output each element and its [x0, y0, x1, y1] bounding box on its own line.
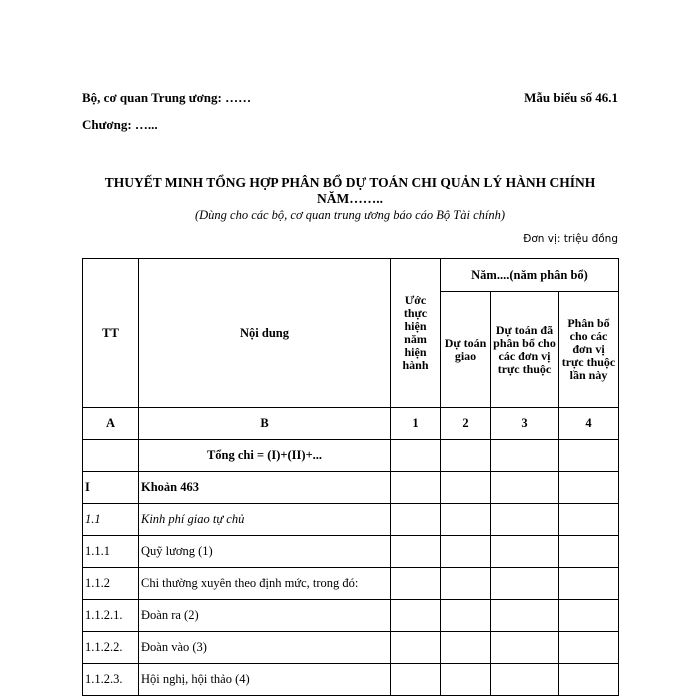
row-content: Chi thường xuyên theo định mức, trong đó: [139, 568, 391, 600]
subtitle: (Dùng cho các bộ, cơ quan trung ương báo cáo Bộ Tài chính) [194, 208, 506, 222]
report-table [82, 258, 619, 696]
row-tt: I [83, 472, 139, 504]
header-assigned: Dự toán giao [441, 292, 491, 408]
row-content: Đoàn vào (3) [139, 632, 391, 664]
ministry-label: Bộ, cơ quan Trung ương: …… [82, 90, 252, 105]
unit-label: Đơn vị: triệu đồng [523, 233, 618, 245]
header-allocated: Dự toán đã phân bổ cho các đơn vị trực thuộc [491, 292, 559, 408]
row-content: Hội nghị, hội thảo (4) [139, 664, 391, 696]
row-content: Đoàn ra (2) [139, 600, 391, 632]
row-content: Tổng chi = (I)+(II)+... [139, 440, 391, 472]
title-line-2: NĂM…….. [317, 191, 383, 206]
row-tt: 1.1.2 [83, 568, 139, 600]
header-estimate-current: Ước thực hiện năm hiện hành [391, 259, 441, 408]
index-cell: A [83, 408, 139, 440]
table-row [83, 568, 619, 600]
row-tt: 1.1.2.2. [83, 632, 139, 664]
index-cell: 2 [441, 408, 491, 440]
row-content: Khoản 463 [139, 472, 391, 504]
table-row [83, 440, 619, 472]
table-row [83, 632, 619, 664]
table-row [83, 472, 619, 504]
title-line-1: THUYẾT MINH TỔNG HỢP PHÂN BỔ DỰ TOÁN CHI QUẢN LÝ HÀNH CHÍNH [104, 175, 596, 190]
index-cell: B [139, 408, 391, 440]
table-row [83, 664, 619, 696]
row-tt: 1.1.1 [83, 536, 139, 568]
header-row-1 [83, 259, 619, 292]
title-block [82, 175, 618, 223]
form-code: Mẫu biểu số 46.1 [524, 90, 618, 105]
row-content: Kinh phí giao tự chủ [139, 504, 391, 536]
index-cell: 1 [391, 408, 441, 440]
row-tt: 1.1.2.3. [83, 664, 139, 696]
header-content: Nội dung [139, 259, 391, 408]
row-tt [83, 440, 139, 472]
row-tt: 1.1.2.1. [83, 600, 139, 632]
table-row [83, 600, 619, 632]
index-cell: 3 [491, 408, 559, 440]
index-row [83, 408, 619, 440]
row-content: Quỹ lương (1) [139, 536, 391, 568]
index-cell: 4 [559, 408, 619, 440]
header-this-time: Phân bổ cho các đơn vị trực thuộc lần này [559, 292, 619, 408]
header-year-group: Năm....(năm phân bổ) [441, 259, 619, 292]
table-row [83, 536, 619, 568]
table-row [83, 504, 619, 536]
header-tt: TT [83, 259, 139, 408]
chapter-label: Chương: …... [82, 117, 158, 132]
row-tt: 1.1 [83, 504, 139, 536]
